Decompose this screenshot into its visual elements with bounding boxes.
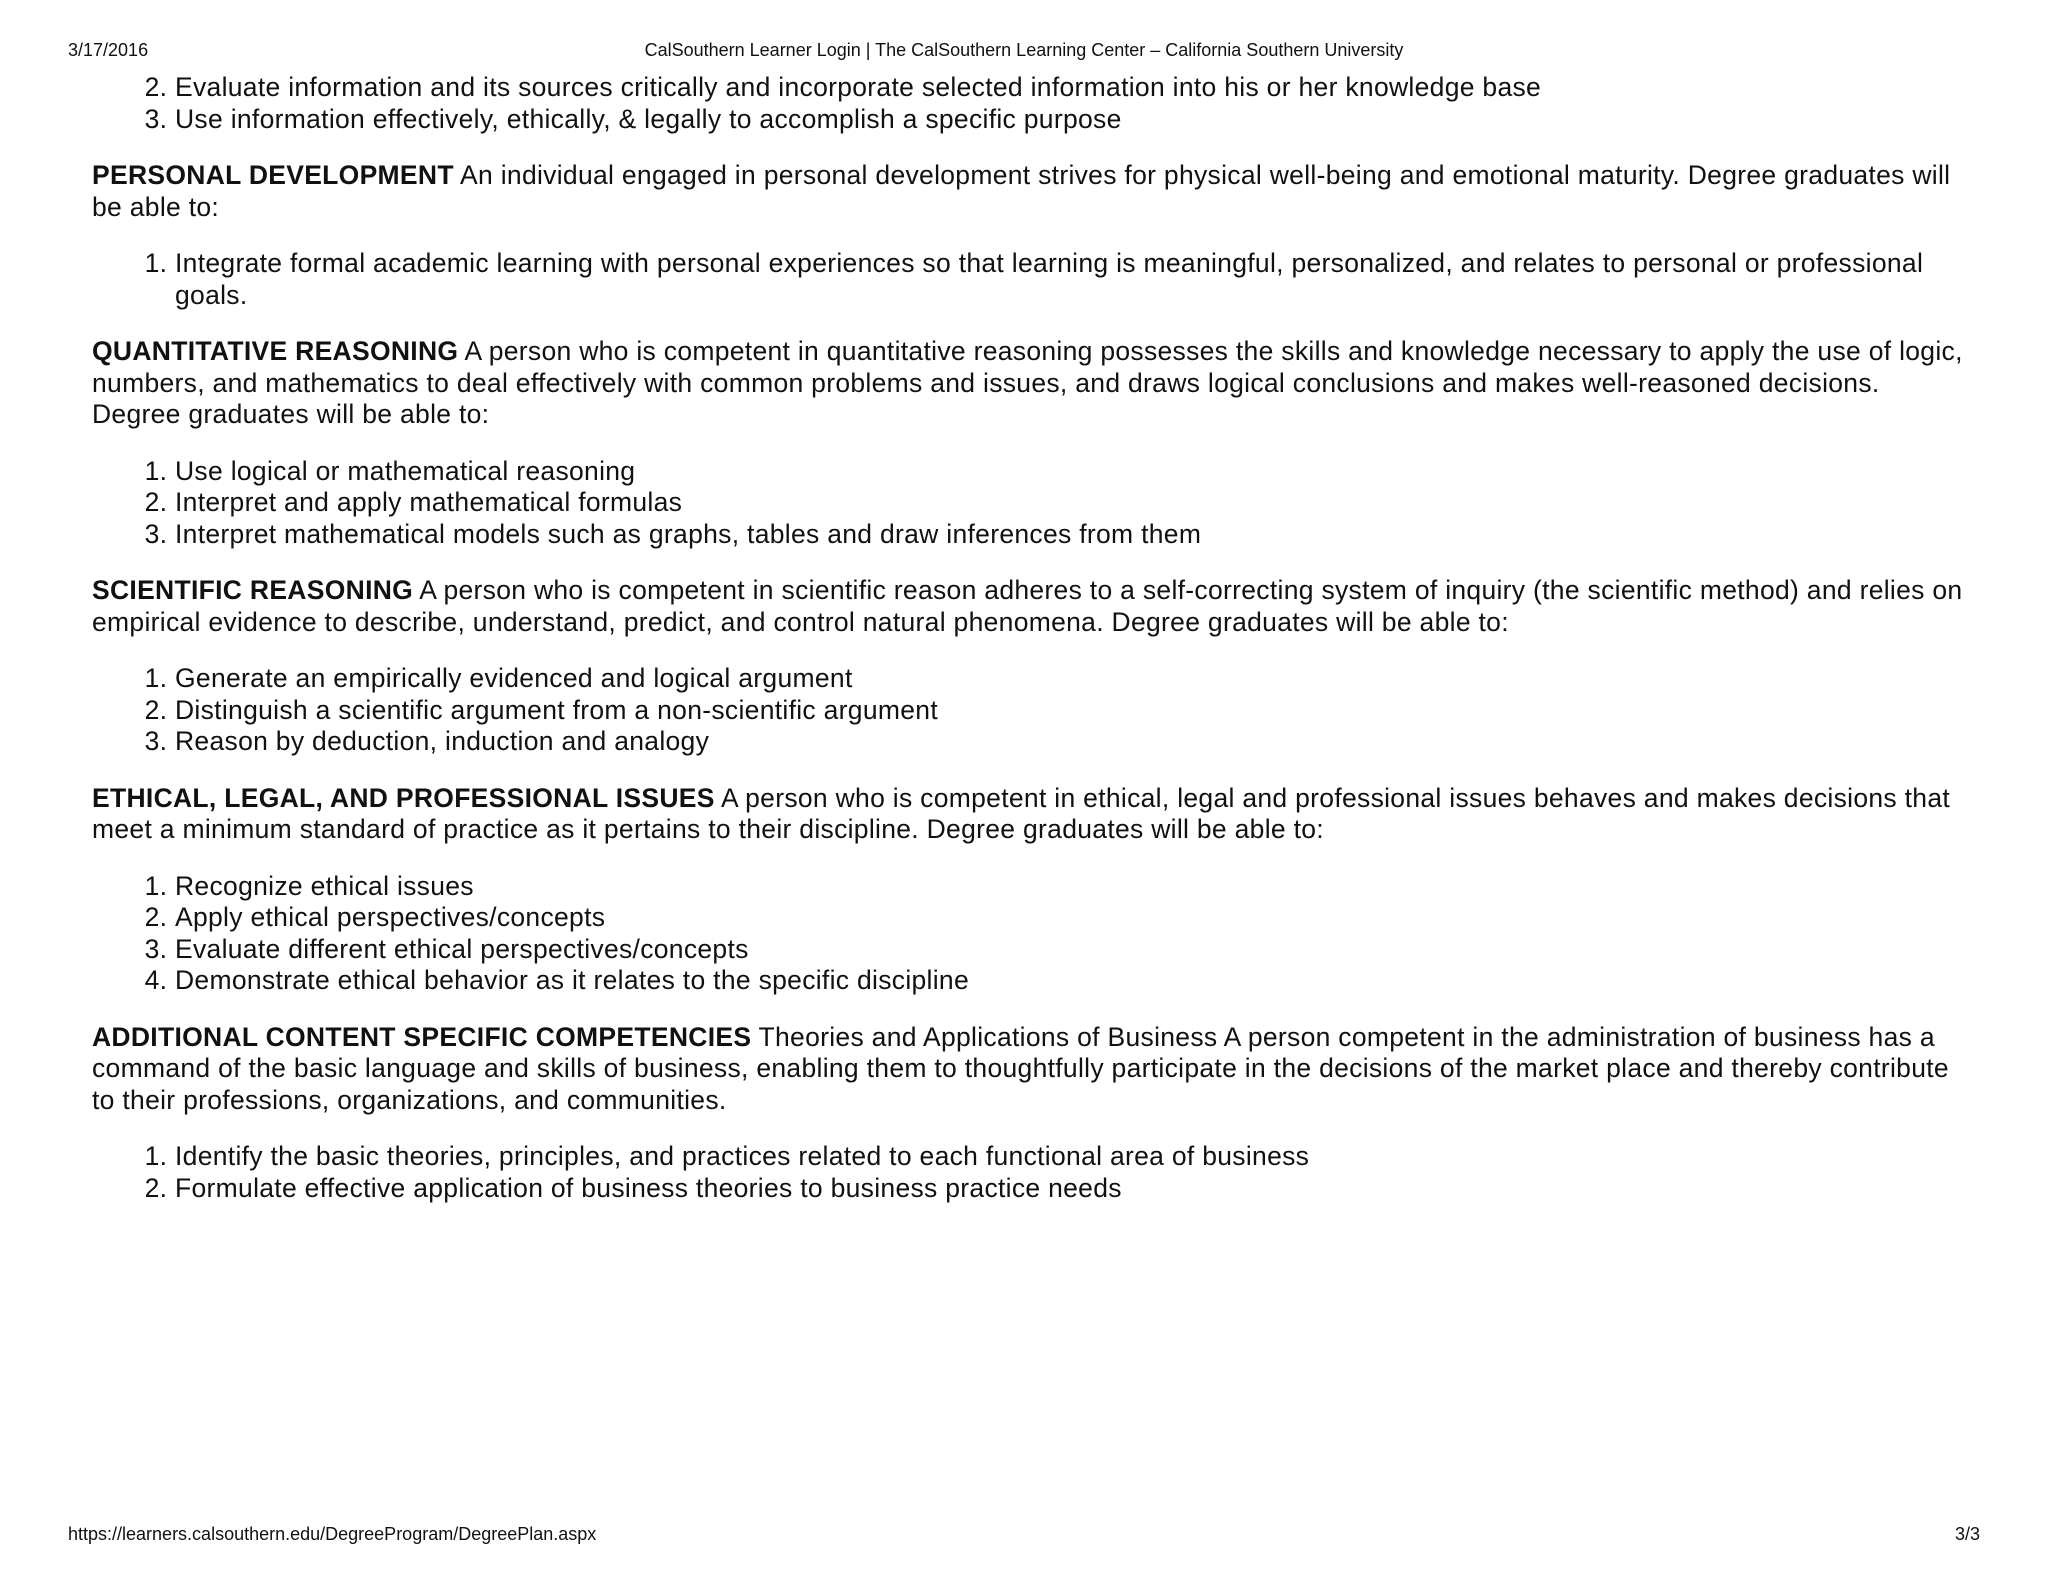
section-list: [92, 663, 1972, 758]
section-personal-development: [92, 160, 1972, 223]
section-list: [92, 871, 1972, 997]
list-item: 2. Formulate effective application of business theories to business practice needs: [175, 1173, 1972, 1205]
section-list: [92, 1141, 1972, 1204]
section-text: A person who is competent in scientific reason adheres to a self-correcting system of inquiry (the scientific method) and relies on empirical evidence to describe, understand, predict, and control natural phenomena. Degree graduates will be able to:: [92, 575, 1963, 637]
section-list: [92, 248, 1972, 311]
section-list: [92, 456, 1972, 551]
section-heading: ETHICAL, LEGAL, AND PROFESSIONAL ISSUES: [92, 782, 715, 813]
section-heading: ADDITIONAL CONTENT SPECIFIC COMPETENCIES: [92, 1021, 752, 1052]
page-url: https://learners.calsouthern.edu/DegreeProgram/DegreePlan.aspx: [68, 1524, 597, 1544]
print-footer: [68, 1524, 1980, 1548]
section-heading: QUANTITATIVE REASONING: [92, 336, 459, 366]
list-item: 1. Recognize ethical issues: [175, 871, 1972, 903]
document-content: [92, 72, 1972, 1229]
section-ethical-legal-professional: [92, 783, 1972, 846]
section-quantitative-reasoning: [92, 336, 1972, 431]
list-item: 1. Integrate formal academic learning with personal experiences so that learning is meaningful, personalized, and relates to personal or professional goals.: [175, 248, 1972, 311]
list-item: 3. Use information effectively, ethically, & legally to accomplish a specific purpose: [175, 104, 1972, 136]
section-text: A person who is competent in quantitative reasoning possesses the skills and knowledge necessary to apply the use of logic, numbers, and mathematics to deal effectively with common problems and issues, and draws logical conclusions and makes well-reasoned decisions. Degree graduates will be able to:: [92, 336, 1963, 429]
section-heading: PERSONAL DEVELOPMENT: [92, 160, 454, 190]
continued-list: [92, 72, 1972, 135]
list-item: 1. Identify the basic theories, principles, and practices related to each functional area of business: [175, 1141, 1972, 1173]
list-item: 3. Evaluate different ethical perspectives/concepts: [175, 934, 1972, 966]
list-item: 1. Use logical or mathematical reasoning: [175, 456, 1972, 488]
section-heading: SCIENTIFIC REASONING: [92, 575, 414, 605]
section-additional-competencies: [92, 1022, 1972, 1117]
page-number: 3/3: [1954, 1524, 1980, 1544]
list-item: 3. Reason by deduction, induction and analogy: [175, 726, 1972, 758]
print-date: 3/17/2016: [68, 40, 149, 60]
list-item: 2. Interpret and apply mathematical formulas: [175, 487, 1972, 519]
section-text: An individual engaged in personal development strives for physical well-being and emotional maturity. Degree graduates will be able to:: [92, 160, 1951, 222]
section-text: Theories and Applications of Business A person competent in the administration of business has a command of the basic language and skills of business, enabling them to thoughtfully participate in the decisions of the market place and thereby contribute to their professions, organizations, and communities.: [92, 1021, 1949, 1115]
print-header: [68, 40, 1980, 64]
list-item: 2. Apply ethical perspectives/concepts: [175, 902, 1972, 934]
section-text: A person who is competent in ethical, legal and professional issues behaves and makes decisions that meet a minimum standard of practice as it pertains to their discipline. Degree graduates will be able to:: [92, 782, 1951, 844]
print-page-title: CalSouthern Learner Login | The CalSouthern Learning Center – California Southern University: [644, 40, 1404, 60]
list-item: 2. Distinguish a scientific argument from a non-scientific argument: [175, 695, 1972, 727]
list-item: 1. Generate an empirically evidenced and logical argument: [175, 663, 1972, 695]
list-item: 4. Demonstrate ethical behavior as it relates to the specific discipline: [175, 965, 1972, 997]
list-item: 3. Interpret mathematical models such as graphs, tables and draw inferences from them: [175, 519, 1972, 551]
section-scientific-reasoning: [92, 575, 1972, 638]
list-item: 2. Evaluate information and its sources critically and incorporate selected information into his or her knowledge base: [175, 72, 1972, 104]
